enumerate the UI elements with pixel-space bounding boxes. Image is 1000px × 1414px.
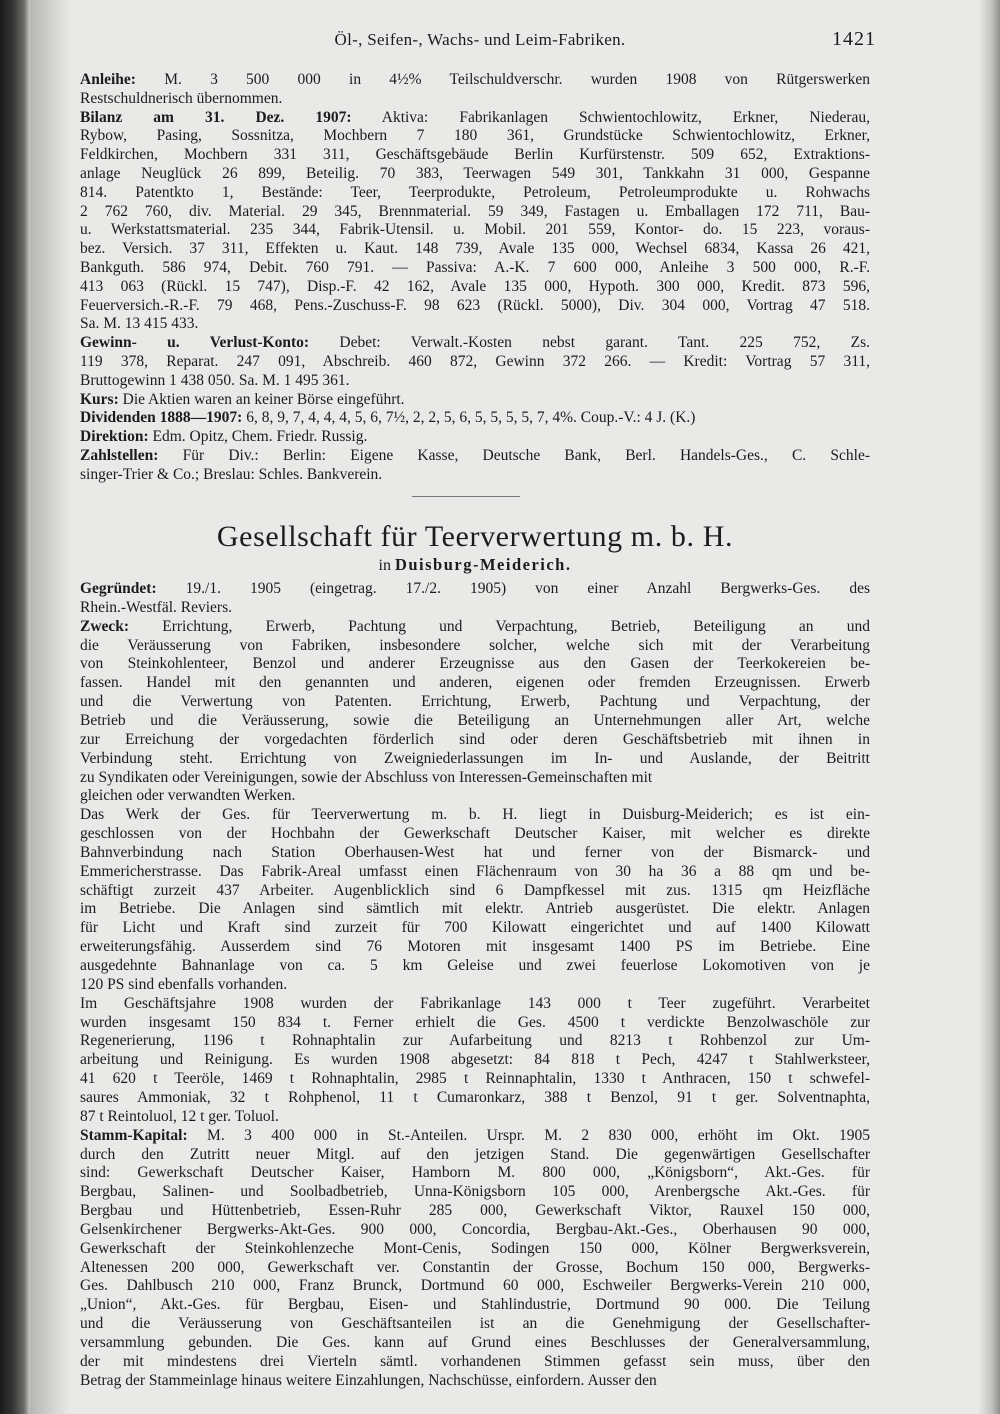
entry-text: Feuerversich.-R.-F. 79 468, Pens.-Zuschuss-F. 98 623 (Rückl. 5000), Div. 304 000, Vortrag 47 518.	[80, 296, 870, 314]
running-head	[80, 30, 880, 56]
entry-text: Altenessen 200 000, Gewerkschaft ver. Constantin der Grosse, Bochum 150 000, Bergwerks-	[80, 1258, 870, 1276]
entry-text: und die Verwertung von Patenten. Errichtung, Erwerb, Pachtung und Verpachtung, der	[80, 693, 870, 711]
text-line	[80, 1334, 870, 1352]
text-line	[80, 1032, 870, 1050]
text-line	[80, 806, 870, 824]
entry-text: Feldkirchen, Mochbern 331 311, Geschäftsgebäude Berlin Kurfürstenstr. 509 652, Extraktions-	[80, 146, 870, 164]
text-line	[80, 655, 870, 673]
text-line	[80, 146, 870, 164]
text-line	[80, 618, 870, 636]
entry-text: Errichtung, Erwerb, Pachtung und Verpachtung, Betrieb, Beteiligung an und	[129, 617, 870, 635]
text-line	[80, 278, 870, 296]
entry-text: der mit mindestens drei Vierteln sämtl. vorhandenen Stimmen gefasst sein muss, über den	[80, 1352, 870, 1370]
text-line	[80, 863, 870, 881]
running-head-title: Öl-, Seifen-, Wachs- und Leim-Fabriken.	[334, 30, 626, 49]
text-line	[80, 315, 870, 333]
text-line	[80, 127, 870, 145]
entry-text: im Betriebe. Die Anlagen sind sämtlich mit elektr. Antrieb ausgerüstet. Die elektr. Anlagen	[80, 900, 870, 918]
text-line	[80, 825, 870, 843]
section-divider	[412, 496, 520, 497]
text-line	[80, 995, 870, 1013]
entry-label: Dividenden 1888—1907:	[80, 409, 243, 427]
entry-text: 19./1. 1905 (eingetrag. 17./2. 1905) von einer Anzahl Bergwerks-Ges. des	[156, 580, 870, 597]
text-line	[80, 240, 870, 258]
entry-text: Rhein.-Westfäl. Reviers.	[80, 598, 232, 616]
entry-text: wurden insgesamt 150 834 t. Ferner erhielt die Ges. 4500 t verdickte Benzolwaschöle zur	[80, 1013, 870, 1031]
text-line	[80, 938, 870, 956]
text-line	[80, 447, 870, 465]
entry-label: Zweck:	[80, 617, 130, 635]
entry-text: Gewerkschaft der Steinkohlenzeche Mont-Cenis, Sodingen 150 000, Kölner Bergwerksverein,	[80, 1239, 870, 1257]
text-line	[80, 1296, 870, 1314]
entry-text: für Licht und Kraft sind zurzeit für 700 Kilowatt eingerichtet und auf 1400 Kilowatt	[80, 919, 870, 937]
text-line	[80, 637, 870, 655]
entry-text: Rybow, Pasing, Sossnitza, Mochbern 7 180 361, Grundstücke Schwientochlowitz, Erkner,	[80, 127, 870, 145]
text-line	[80, 1089, 870, 1107]
entry-text: Bankguth. 586 974, Debit. 760 791. — Passiva: A.-K. 7 600 000, Anleihe 3 500 000, R.-F.	[80, 259, 870, 276]
text-line	[80, 787, 870, 805]
entry-text: singer-Trier & Co.; Breslau: Schles. Bankverein.	[80, 465, 383, 483]
entry-text: erweiterungsfähig. Ausserdem sind 76 Motoren mit insgesamt 1400 PS im Betriebe. Eine	[80, 938, 870, 956]
text-line	[80, 203, 870, 221]
entry-text: Bergbau und Hüttenbetrieb, Essen-Ruhr 285 000, Gewerkschaft Viktor, Rauxel 150 000,	[80, 1202, 870, 1220]
entry-text: Emmericherstrasse. Das Fabrik-Areal umfasst einen Flächenraum von 30 ha 36 a 88 qm und be-	[80, 862, 870, 880]
entry-text: u. Werkstattsmaterial. 235 344, Fabrik-Utensil. u. Mobil. 201 559, Kontor- do. 15 223, voraus-	[80, 221, 870, 239]
entry-text: Bahnverbindung nach Station Oberhausen-West hat und ferner von der Bismarck- und	[80, 843, 870, 861]
text-line	[80, 1146, 870, 1164]
entry-label: Direktion:	[80, 428, 149, 446]
entry-text: und die Veräusserung von Geschäftsanteilen ist an die Genehmigung der Gesellschafter-	[80, 1315, 870, 1333]
entry-label: Kurs:	[80, 390, 119, 408]
entry-text: Bergbau, Salinen- und Soolbadbetrieb, Unna-Königsborn 105 000, Arenbergsche Akt.-Ges. für	[80, 1183, 870, 1201]
location-prefix: in	[378, 557, 391, 574]
text-line	[80, 1277, 870, 1295]
text-line	[80, 1202, 870, 1220]
text-line	[80, 674, 870, 692]
entry-text: Gelsenkirchener Bergwerks-Akt-Ges. 900 000, Concordia, Bergbau-Akt.-Ges., Oberhausen 90 000,	[80, 1220, 870, 1238]
entry-text: bez. Versich. 37 311, Effekten u. Kaut. 148 739, Avale 135 000, Wechsel 6834, Kassa 26 421,	[80, 240, 870, 258]
text-line	[80, 750, 870, 768]
text-line	[80, 184, 870, 202]
entry-text: arbeitung und Reinigung. Es wurden 1908 abgesetzt: 84 818 t Pech, 4247 t Stahlwerksteer,	[80, 1051, 870, 1069]
entry-text: Edm. Opitz, Chem. Friedr. Russig.	[148, 428, 368, 446]
entry-text: saures Ammoniak, 32 t Rohphenol, 11 t Cumaronkarz, 388 t Benzol, 91 t ger. Solventnaphta,	[80, 1088, 870, 1106]
entry-text: anlage Neuglück 26 899, Beteilig. 70 383, Teerwagen 549 301, Tankkahn 31 000, Gespanne	[80, 165, 870, 182]
text-line	[80, 90, 870, 108]
text-line	[80, 882, 870, 900]
text-line	[80, 1014, 870, 1032]
text-line	[80, 1183, 870, 1201]
page-number: 1421	[832, 28, 876, 50]
entry-text: M. 3 400 000 in St.-Anteilen. Urspr. M. 2 830 000, erhöht im Okt. 1905	[187, 1126, 870, 1144]
text-line	[80, 1315, 870, 1333]
entry-text: 2 762 760, div. Material. 29 345, Brennmaterial. 59 349, Fastagen u. Emballagen 172 711, Bau-	[80, 202, 870, 220]
entry-label: Gewinn- u. Verlust-Konto:	[80, 334, 310, 352]
text-line	[80, 1070, 870, 1088]
text-line	[80, 353, 870, 371]
text-line	[80, 712, 870, 730]
text-line	[80, 1127, 870, 1145]
text-line	[80, 976, 870, 994]
text-line	[80, 1108, 870, 1126]
text-line	[80, 71, 870, 89]
entry-label: Gegründet:	[80, 580, 157, 597]
entry-text: 119 378, Reparat. 247 091, Abschreib. 460 872, Gewinn 372 266. — Kredit: Vortrag 57 311,	[80, 353, 870, 370]
entry-text: versammlung gebunden. Die Ges. kann auf Grund eines Beschlusses der Generalversammlung,	[80, 1334, 870, 1351]
text-line	[80, 1221, 870, 1239]
text-line	[80, 297, 870, 315]
entry-text: zur Erreichung der vorgedachten förderlich sind oder deren Geschäftsbetrieb mit ihnen in	[80, 730, 870, 748]
entry-text: zu Syndikaten oder Vereinigungen, sowie der Abschluss von Interessen-Gemeinschaften mit	[80, 768, 653, 786]
entry-label: Stamm-Kapital:	[80, 1126, 188, 1144]
entry-text: gleichen oder verwandten Werken.	[80, 787, 296, 805]
entry-text: Verbindung steht. Errichtung von Zweigniederlassungen im In- und Auslande, der Beitritt	[80, 749, 870, 767]
entry-text: 87 t Reintoluol, 12 t ger. Toluol.	[80, 1107, 279, 1125]
text-line	[80, 693, 870, 711]
text-line	[80, 428, 870, 446]
entry-text: 6, 8, 9, 7, 4, 4, 4, 5, 6, 7½, 2, 2, 5, 6, 5, 5, 5, 5, 7, 4%. Coup.-V.: 4 J. (K.)	[242, 409, 696, 427]
entry-text: M. 3 500 000 in 4½% Teilschuldverschr. wurden 1908 von Rütgerswerken	[135, 71, 870, 88]
book-spine	[0, 0, 30, 1414]
entry-text: Aktiva: Fabrikanlagen Schwientochlowitz, Erkner, Niederau,	[351, 108, 870, 126]
entry-label: Zahlstellen:	[80, 447, 159, 464]
entry-label: Anleihe:	[80, 71, 136, 88]
text-line	[80, 844, 870, 862]
text-line	[80, 1353, 870, 1371]
page-gutter	[30, 0, 70, 1414]
text-line	[80, 580, 870, 598]
entry-text: Debet: Verwalt.-Kosten nebst garant. Tant. 225 752, Zs.	[309, 334, 870, 352]
text-line	[80, 1240, 870, 1258]
entry-label: Bilanz am 31. Dez. 1907:	[80, 108, 352, 126]
text-line	[80, 1051, 870, 1069]
entry-text: die Veräusserung von Fabriken, insbesondere solcher, welche sich mit der Verarbeitung	[80, 636, 870, 654]
entry-text: schäftigt zurzeit 437 Arbeiter. Augenblicklich sind 6 Dampfkessel mit zus. 1315 qm Heizfläche	[80, 881, 870, 899]
entry-text: durch den Zutritt neuer Mitgl. auf den jetzigen Stand. Die gegenwärtigen Gesellschafter	[80, 1145, 870, 1163]
page-right-edge	[978, 0, 1000, 1414]
company-heading: Gesellschaft für Teerverwertung m. b. H.	[216, 520, 734, 553]
entry-text: ausgedehnte Bahnanlage von ca. 5 km Geleise und zwei feuerlose Lokomotiven von je	[80, 957, 870, 974]
text-line	[80, 259, 870, 277]
entry-text: von Steinkohlenteer, Benzol und anderer Erzeugnisse aus den Gasen der Teerkokereien be-	[80, 655, 870, 673]
text-line	[80, 334, 870, 352]
entry-text: 413 063 (Rückl. 15 747), Disp.-F. 42 162, Avale 135 000, Hypoth. 300 000, Kredit. 873 596,	[80, 277, 870, 295]
text-line	[80, 466, 870, 484]
text-line	[80, 372, 870, 390]
entry-text: 120 PS sind ebenfalls vorhanden.	[80, 975, 288, 993]
text-line	[80, 769, 870, 787]
company-location	[80, 555, 870, 576]
entry-text: „Union“, Akt.-Ges. für Bergbau, Eisen- und Stahlindustrie, Dortmund 90 000. Die Teilung	[80, 1296, 870, 1314]
entry-text: Bruttogewinn 1 438 050. Sa. M. 1 495 361.	[80, 371, 350, 389]
entry-text: Sa. M. 13 415 433.	[80, 315, 199, 333]
text-line	[80, 221, 870, 239]
text-line	[80, 109, 870, 127]
entry-text: geschlossen von der Hochbahn der Gewerkschaft Deutscher Kaiser, mit welcher es direkte	[80, 825, 870, 843]
entry-text: Im Geschäftsjahre 1908 wurden der Fabrikanlage 143 000 t Teer zugeführt. Verarbeitet	[80, 994, 870, 1012]
text-line	[80, 957, 870, 975]
entry-text: Restschuldnerisch übernommen.	[80, 89, 283, 107]
entry-text: Das Werk der Ges. für Teerverwertung m. b. H. liegt in Duisburg-Meiderich; es ist ein-	[80, 806, 870, 824]
entry-text: Für Div.: Berlin: Eigene Kasse, Deutsche Bank, Berl. Handels-Ges., C. Schle-	[158, 447, 870, 464]
entry-text: sind: Gewerkschaft Deutscher Kaiser, Hamborn M. 800 000, „Königsborn“, Akt.-Ges. für	[80, 1164, 870, 1182]
entry-text: Betrieb und die Veräusserung, sowie die Beteiligung an Unternehmungen aller Art, welche	[80, 711, 870, 729]
text-line	[80, 731, 870, 749]
entry-text: 41 620 t Teeröle, 1469 t Rohnaphtalin, 2985 t Reinnaphtalin, 1330 t Anthracen, 150 t schwefel-	[80, 1070, 870, 1088]
entry-text: Ges. Dahlbusch 210 000, Franz Brunck, Dortmund 60 000, Eschweiler Bergwerks-Verein 210 000,	[80, 1277, 870, 1295]
text-line	[80, 599, 870, 617]
entry-text: Die Aktien waren an keiner Börse eingeführt.	[118, 390, 405, 408]
text-line	[80, 1164, 870, 1182]
text-line	[80, 1372, 870, 1390]
entry-text: 814. Patentkto 1, Bestände: Teer, Teerprodukte, Petroleum, Petroleumprodukte u. Rohwachs	[80, 183, 870, 201]
text-line	[80, 919, 870, 937]
entry-text: Regenerierung, 1196 t Rohnaphtalin zur Aufarbeitung und 8213 t Rohbenzol zur Um-	[80, 1032, 870, 1050]
entry-text: fassen. Handel mit den genannten und anderen, eigenen oder fremden Erzeugnissen. Erwerb	[80, 674, 870, 692]
text-line	[80, 391, 870, 409]
text-line	[80, 165, 870, 183]
text-line	[80, 1259, 870, 1277]
text-line	[80, 409, 870, 427]
location-name: Duisburg-Meiderich.	[394, 555, 572, 574]
text-line	[80, 900, 870, 918]
entry-text: Betrag der Stammeinlage hinaus weitere Einzahlungen, Nachschüsse, einfordern. Ausser den	[80, 1371, 657, 1389]
